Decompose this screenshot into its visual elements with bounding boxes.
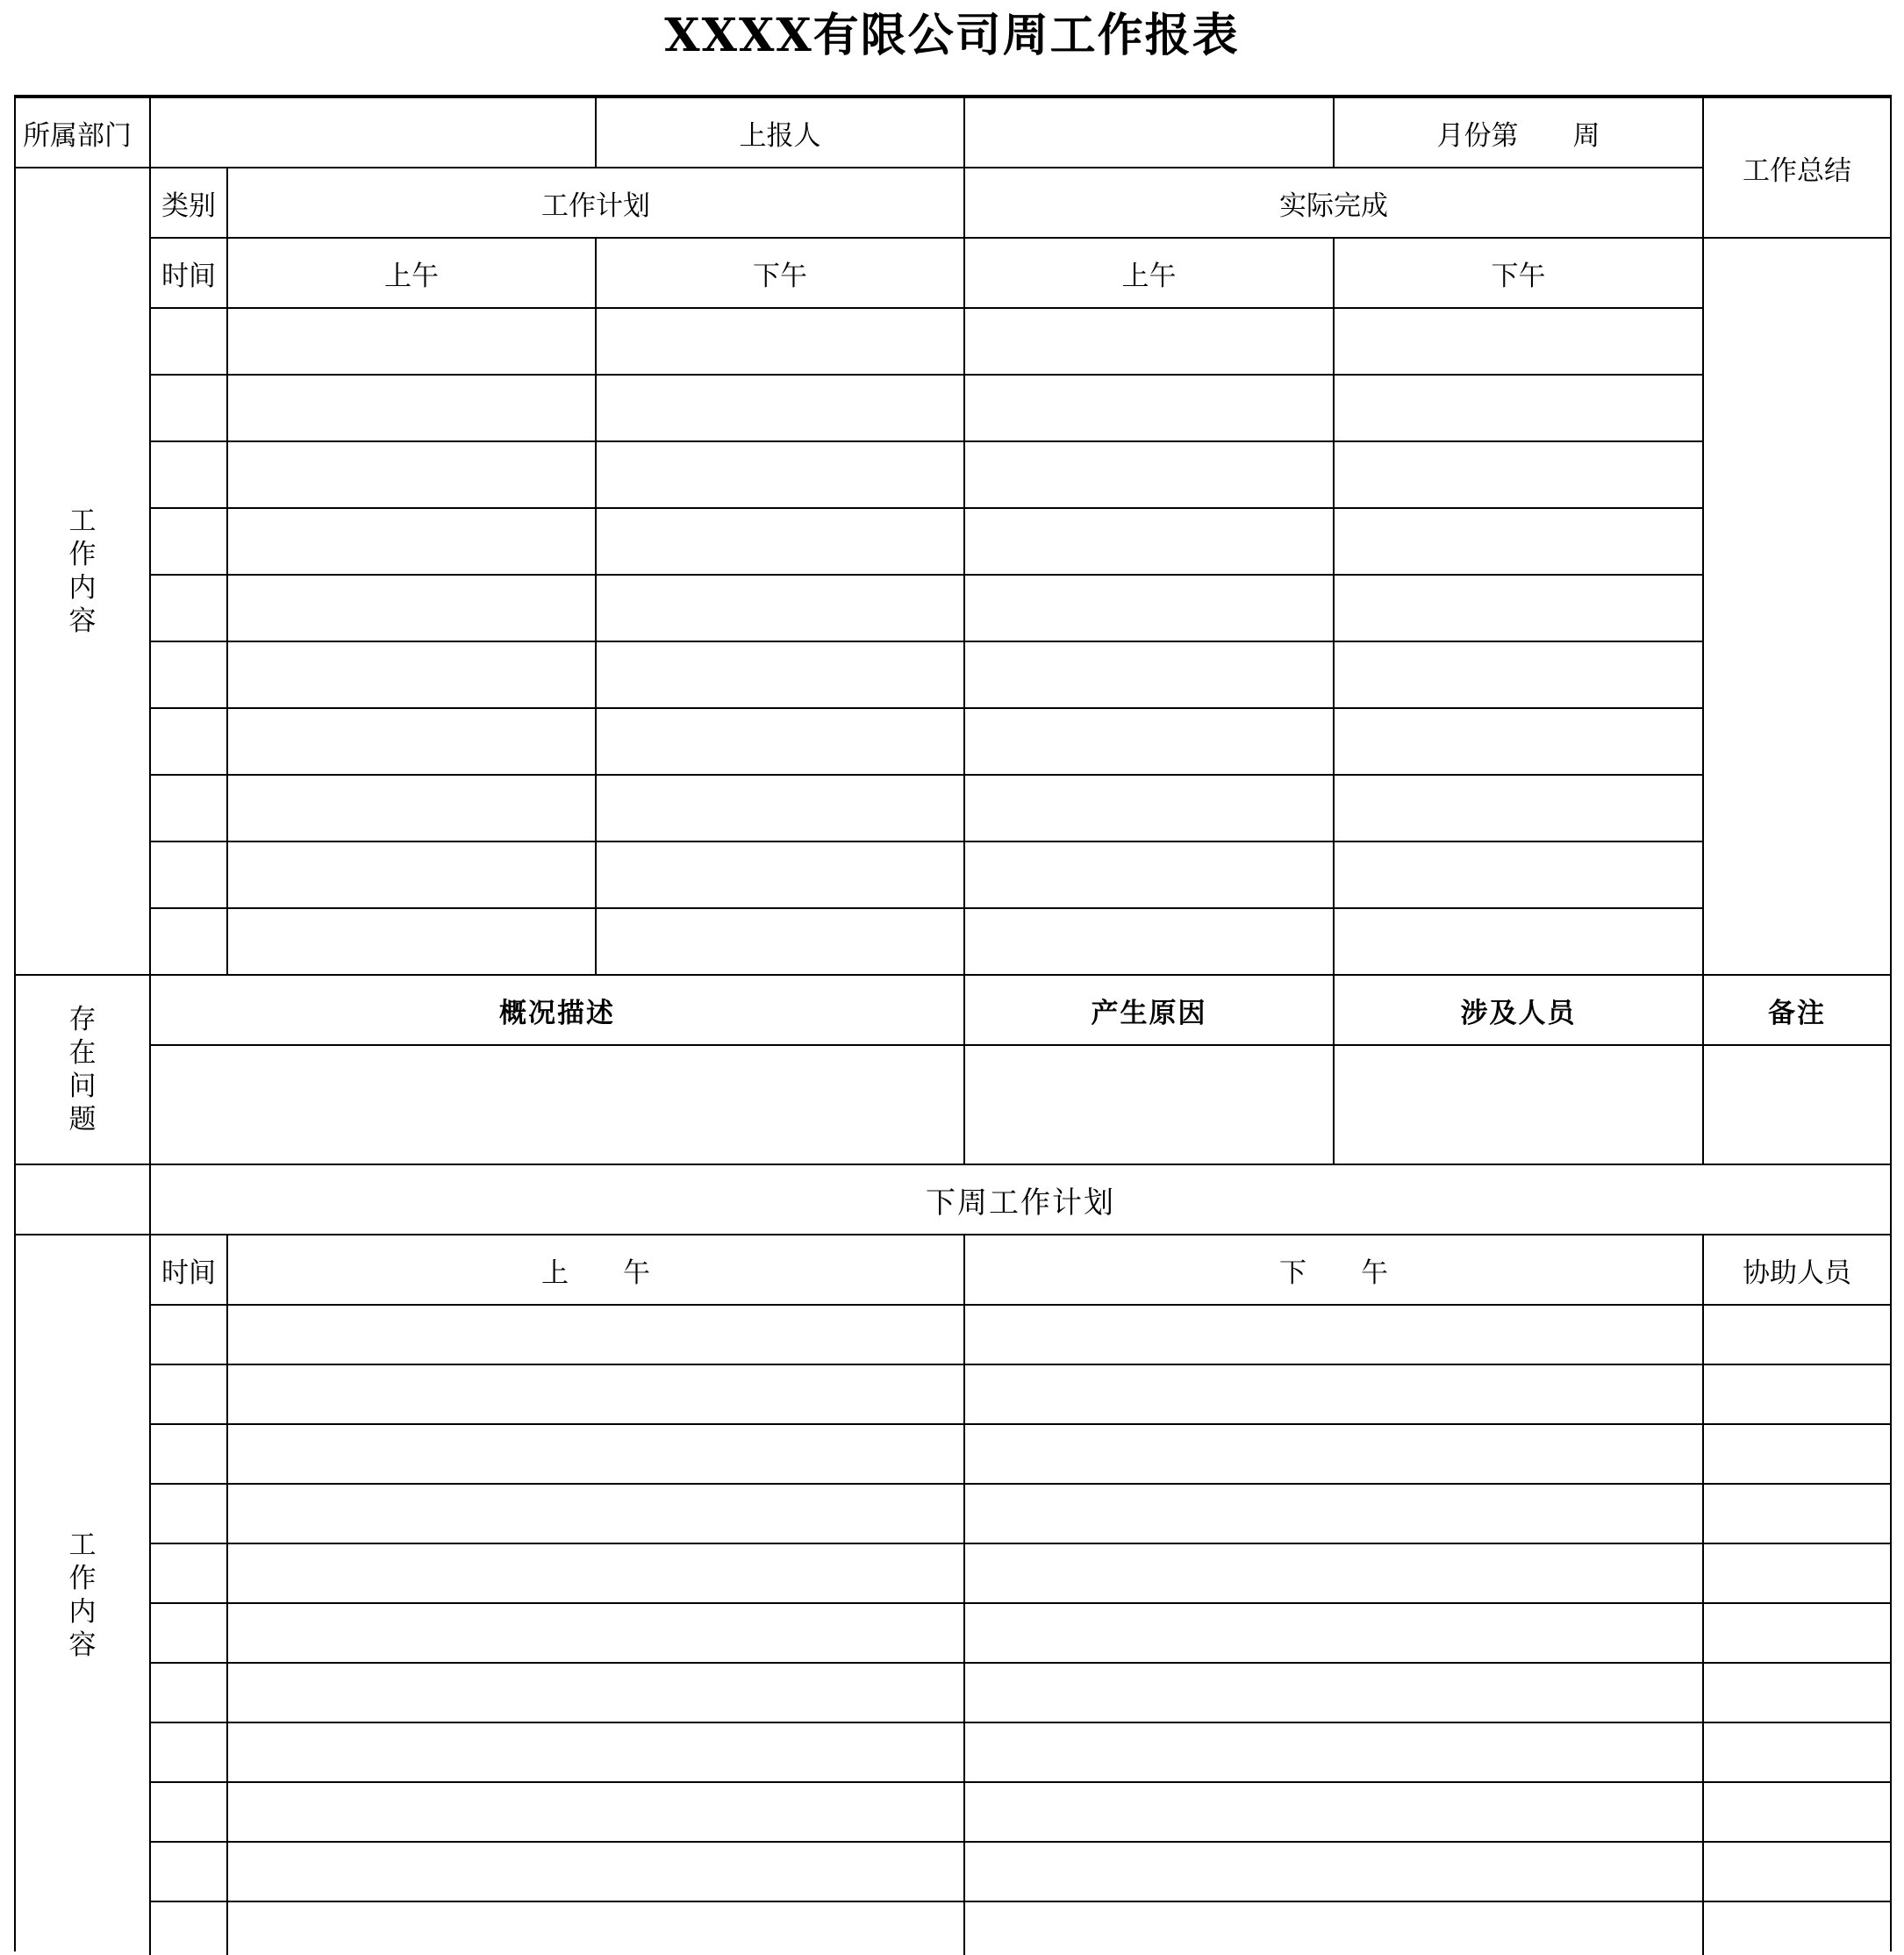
cw-row-1-plan-pm[interactable] [597,309,965,376]
cw-row-8-time[interactable] [151,776,228,842]
cw-row-1-time[interactable] [151,309,228,376]
nw-row-1-assist[interactable] [1704,1306,1890,1365]
next-work-content-char: 工 [68,1529,97,1561]
cw-row-6-actual-am[interactable] [965,642,1335,709]
cw-row-3-actual-am[interactable] [965,442,1335,509]
reporter-label: 上报人 [597,98,965,168]
nw-row-5-time[interactable] [151,1544,228,1604]
report-title: XXXX有限公司周工作报表 [664,9,1240,62]
category-label: 类别 [151,168,228,239]
next-time-label: 时间 [151,1235,228,1306]
cw-row-4-time[interactable] [151,509,228,576]
nw-row-11-pm[interactable] [965,1902,1704,1955]
work-content-char: 容 [68,605,97,637]
cw-row-10-time[interactable] [151,909,228,976]
remark-field[interactable] [1704,1046,1890,1165]
nw-row-7-pm[interactable] [965,1664,1704,1723]
plan-pm-label: 下午 [597,239,965,309]
cw-row-6-plan-pm[interactable] [597,642,965,709]
week-label: 月份第 周 [1335,98,1704,168]
next-work-content-char: 作 [68,1563,97,1594]
overview-label: 概况描述 [151,976,965,1046]
people-field[interactable] [1335,1046,1704,1165]
cw-row-7-plan-am[interactable] [228,709,597,776]
summary-label: 工作总结 [1704,98,1890,239]
cw-row-1-actual-pm[interactable] [1335,309,1704,376]
nw-row-4-time[interactable] [151,1485,228,1544]
reporter-field[interactable] [965,98,1335,168]
nw-row-6-pm[interactable] [965,1604,1704,1664]
nw-row-1-pm[interactable] [965,1306,1704,1365]
next-week-plan-header: 下周工作计划 [151,1165,1890,1235]
cause-label: 产生原因 [965,976,1335,1046]
cw-row-8-plan-pm[interactable] [597,776,965,842]
cw-row-4-plan-am[interactable] [228,509,597,576]
summary-field[interactable] [1704,239,1890,976]
issues-label [16,976,151,1165]
cw-row-3-time[interactable] [151,442,228,509]
nw-row-7-time[interactable] [151,1664,228,1723]
cw-row-4-plan-pm[interactable] [597,509,965,576]
cw-row-10-actual-am[interactable] [965,909,1335,976]
nw-row-2-pm[interactable] [965,1365,1704,1425]
work-content-label [16,168,151,976]
issues-char: 在 [68,1037,97,1069]
cw-row-9-plan-am[interactable] [228,842,597,909]
nw-row-2-am[interactable] [228,1365,965,1425]
nw-row-8-time[interactable] [151,1723,228,1783]
nw-row-1-time[interactable] [151,1306,228,1365]
cw-row-1-plan-am[interactable] [228,309,597,376]
nw-row-3-assist[interactable] [1704,1425,1890,1485]
nw-row-7-assist[interactable] [1704,1664,1890,1723]
nw-row-8-pm[interactable] [965,1723,1704,1783]
cw-row-8-plan-am[interactable] [228,776,597,842]
cw-row-1-actual-am[interactable] [965,309,1335,376]
cw-row-2-plan-pm[interactable] [597,376,965,442]
nw-row-5-pm[interactable] [965,1544,1704,1604]
assist-label: 协助人员 [1704,1235,1890,1306]
cw-row-6-actual-pm[interactable] [1335,642,1704,709]
cw-row-4-actual-am[interactable] [965,509,1335,576]
cw-row-6-plan-am[interactable] [228,642,597,709]
people-label: 涉及人员 [1335,976,1704,1046]
cw-row-5-plan-pm[interactable] [597,576,965,642]
department-label: 所属部门 [16,98,151,168]
nw-row-9-am[interactable] [228,1783,965,1843]
nw-row-3-time[interactable] [151,1425,228,1485]
actual-pm-label: 下午 [1335,239,1704,309]
cw-row-7-actual-am[interactable] [965,709,1335,776]
nw-row-6-am[interactable] [228,1604,965,1664]
nw-row-5-assist[interactable] [1704,1544,1890,1604]
department-field[interactable] [151,98,597,168]
cw-row-5-actual-am[interactable] [965,576,1335,642]
nw-row-9-assist[interactable] [1704,1783,1890,1843]
cw-row-10-plan-pm[interactable] [597,909,965,976]
next-pm-label: 下 午 [965,1235,1704,1306]
nw-row-10-assist[interactable] [1704,1843,1890,1902]
cw-row-10-actual-pm[interactable] [1335,909,1704,976]
cw-row-4-actual-pm[interactable] [1335,509,1704,576]
nw-row-5-am[interactable] [228,1544,965,1604]
issues-char: 存 [68,1004,97,1035]
cw-row-3-plan-pm[interactable] [597,442,965,509]
cw-row-10-plan-am[interactable] [228,909,597,976]
nw-row-6-time[interactable] [151,1604,228,1664]
nw-row-4-assist[interactable] [1704,1485,1890,1544]
nw-row-7-am[interactable] [228,1664,965,1723]
issues-char: 问 [68,1071,97,1102]
nw-row-4-pm[interactable] [965,1485,1704,1544]
nw-row-10-pm[interactable] [965,1843,1704,1902]
nw-row-4-am[interactable] [228,1485,965,1544]
actual-am-label: 上午 [965,239,1335,309]
remark-label: 备注 [1704,976,1890,1046]
work-content-char: 内 [68,572,97,604]
next-am-label: 上 午 [228,1235,965,1306]
next-week-spacer [16,1165,151,1235]
nw-row-11-time[interactable] [151,1902,228,1955]
cw-row-5-time[interactable] [151,576,228,642]
time-label: 时间 [151,239,228,309]
cw-row-9-actual-am[interactable] [965,842,1335,909]
issues-char: 题 [68,1104,97,1135]
cw-row-3-plan-am[interactable] [228,442,597,509]
nw-row-1-am[interactable] [228,1306,965,1365]
nw-row-8-assist[interactable] [1704,1723,1890,1783]
next-work-content-char: 容 [68,1629,97,1661]
cw-row-2-time[interactable] [151,376,228,442]
cw-row-7-plan-pm[interactable] [597,709,965,776]
plan-label: 工作计划 [228,168,965,239]
cw-row-3-actual-pm[interactable] [1335,442,1704,509]
nw-row-3-am[interactable] [228,1425,965,1485]
cw-row-7-time[interactable] [151,709,228,776]
nw-row-11-assist[interactable] [1704,1902,1890,1955]
report-table [14,95,1892,1951]
nw-row-2-assist[interactable] [1704,1365,1890,1425]
work-content-char: 工 [68,505,97,537]
overview-field[interactable] [151,1046,965,1165]
next-work-content-label [16,1235,151,1955]
nw-row-10-am[interactable] [228,1843,965,1902]
cw-row-5-actual-pm[interactable] [1335,576,1704,642]
nw-row-6-assist[interactable] [1704,1604,1890,1664]
cw-row-6-time[interactable] [151,642,228,709]
nw-row-10-time[interactable] [151,1843,228,1902]
cw-row-2-actual-pm[interactable] [1335,376,1704,442]
nw-row-8-am[interactable] [228,1723,965,1783]
nw-row-3-pm[interactable] [965,1425,1704,1485]
cw-row-7-actual-pm[interactable] [1335,709,1704,776]
cause-field[interactable] [965,1046,1335,1165]
nw-row-11-am[interactable] [228,1902,965,1955]
work-content-char: 作 [68,539,97,570]
nw-row-9-pm[interactable] [965,1783,1704,1843]
cw-row-2-plan-am[interactable] [228,376,597,442]
cw-row-9-plan-pm[interactable] [597,842,965,909]
nw-row-2-time[interactable] [151,1365,228,1425]
nw-row-9-time[interactable] [151,1783,228,1843]
cw-row-2-actual-am[interactable] [965,376,1335,442]
plan-am-label: 上午 [228,239,597,309]
cw-row-8-actual-am[interactable] [965,776,1335,842]
cw-row-5-plan-am[interactable] [228,576,597,642]
cw-row-9-time[interactable] [151,842,228,909]
cw-row-8-actual-pm[interactable] [1335,776,1704,842]
next-work-content-char: 内 [68,1596,97,1628]
actual-label: 实际完成 [965,168,1704,239]
cw-row-9-actual-pm[interactable] [1335,842,1704,909]
